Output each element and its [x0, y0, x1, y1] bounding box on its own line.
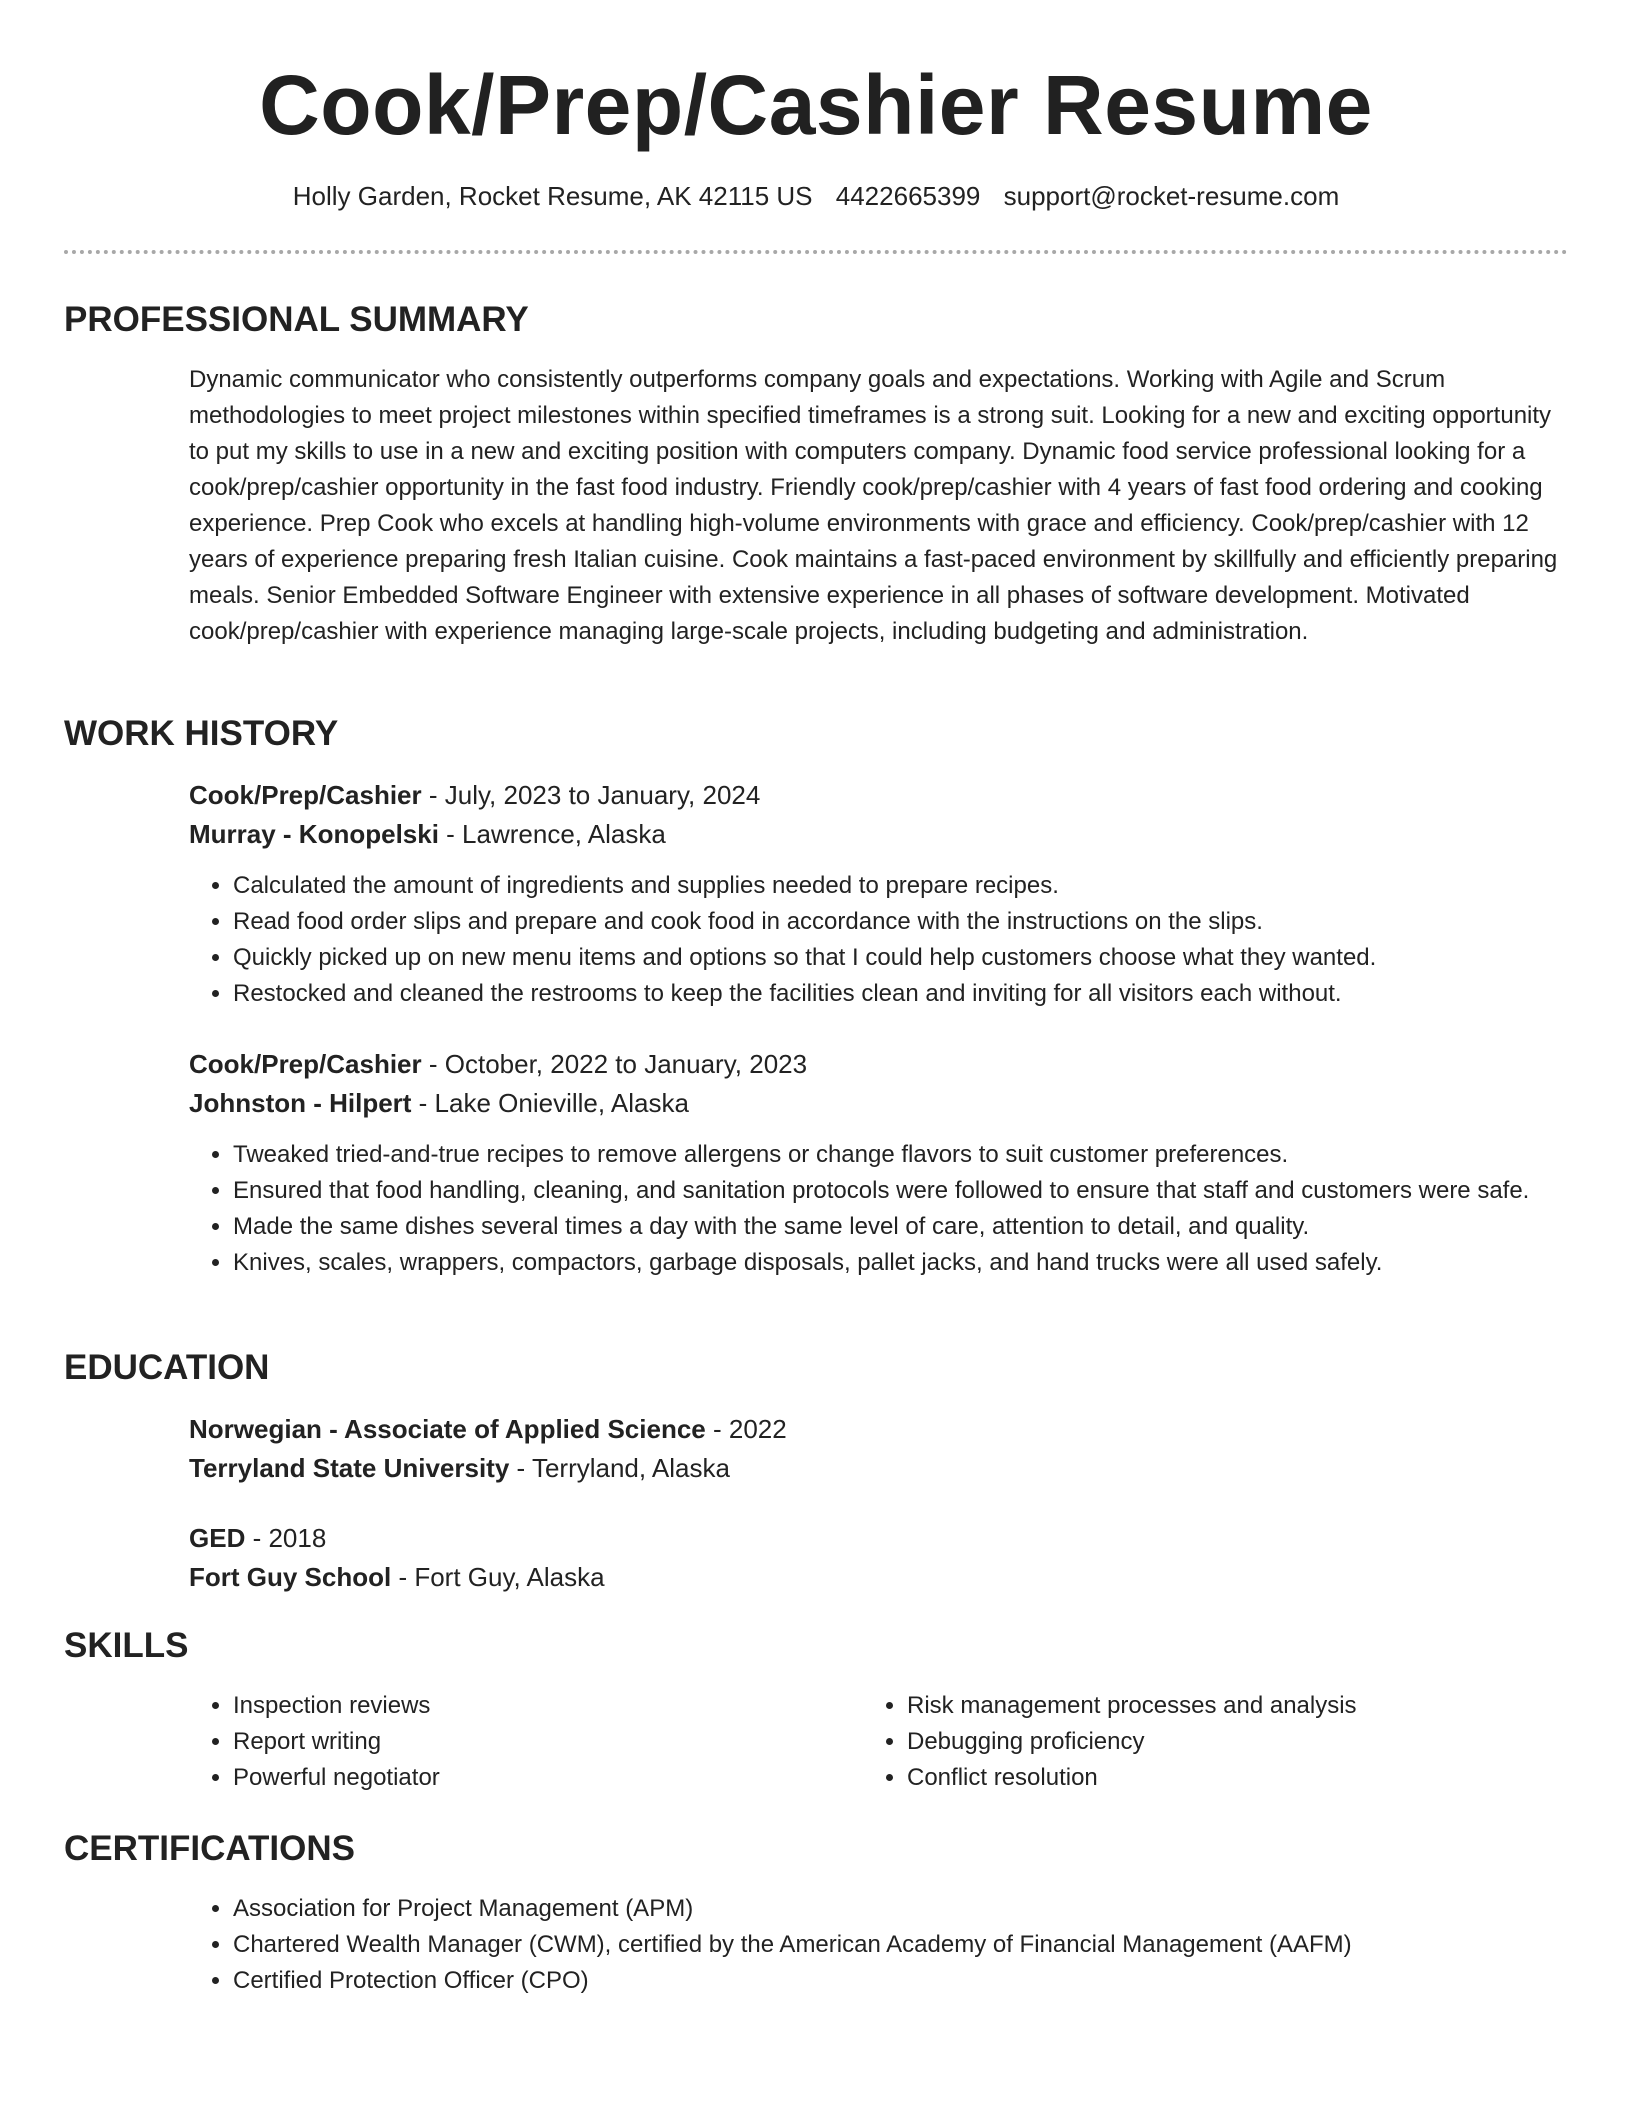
page-title: Cook/Prep/Cashier Resume [259, 58, 1373, 152]
section-title-certifications: CERTIFICATIONS [64, 1829, 356, 1868]
list-item: • Read food order slips and prepare and cook food in accordance with the instructions on the slips. [233, 904, 1569, 940]
list-item: • Calculated the amount of ingredients and supplies needed to prepare recipes. [233, 868, 1569, 904]
list-item: • Quickly picked up on new menu items and options so that I could help customers choose what they wanted. [233, 940, 1569, 976]
job-entry [189, 1045, 1569, 1281]
section-title-work: WORK HISTORY [64, 714, 339, 753]
education-degree: GED [189, 1523, 246, 1553]
list-item: • Chartered Wealth Manager (CWM), certified by the American Academy of Financial Management (AAFM) [233, 1927, 1569, 1963]
education-entry [189, 1519, 1569, 1597]
education-year: - 2022 [705, 1414, 787, 1444]
certifications-block [189, 1891, 1569, 1999]
section-title-skills: SKILLS [64, 1626, 189, 1665]
list-item: • Tweaked tried-and-true recipes to remove allergens or change flavors to suit customer preferences. [233, 1137, 1569, 1173]
job-bullets [189, 868, 1569, 1012]
skills-list [863, 1688, 1503, 1796]
education-entry [189, 1410, 1569, 1488]
job-title: Cook/Prep/Cashier [189, 1049, 422, 1079]
section-title-summary: PROFESSIONAL SUMMARY [64, 300, 529, 339]
list-item: • Certified Protection Officer (CPO) [233, 1963, 1569, 1999]
list-item: • Inspection reviews [233, 1688, 829, 1724]
job-entry [189, 776, 1569, 1012]
job-title: Cook/Prep/Cashier [189, 780, 422, 810]
job-dates: - July, 2023 to January, 2024 [421, 780, 761, 810]
job-title-line [189, 1045, 1569, 1084]
list-item: • Knives, scales, wrappers, compactors, garbage disposals, pallet jacks, and hand trucks were all used safely. [233, 1245, 1569, 1281]
contact-phone: 4422665399 [835, 181, 981, 211]
list-item: • Made the same dishes several times a day with the same level of care, attention to detail, and quality. [233, 1209, 1569, 1245]
list-item: • Restocked and cleaned the restrooms to keep the facilities clean and inviting for all visitors each without. [233, 976, 1569, 1012]
education-degree-line [189, 1410, 1569, 1449]
education-location: - Terryland, Alaska [509, 1453, 730, 1483]
job-dates: - October, 2022 to January, 2023 [421, 1049, 808, 1079]
skills-column-left [189, 1688, 829, 1796]
list-item: • Debugging proficiency [907, 1724, 1503, 1760]
skills-column-right [863, 1688, 1503, 1796]
contact-line [0, 178, 1632, 214]
list-item: • Powerful negotiator [233, 1760, 829, 1796]
summary-text: Dynamic communicator who consistently outperforms company goals and expectations. Working with Agile and Scrum methodologies to meet project milestones within specified timeframes is a strong suit. Looking for a new and exciting opportunity to put my skills to use in a new and exciting position with computers company. Dynamic food service professional looking for a cook/prep/cashier opportunity in the fast food industry. Friendly cook/prep/cashier with 4 years of fast food ordering and cooking experience. Prep Cook who excels at handling high-volume environments with grace and efficiency. Cook/prep/cashier with 12 years of experience preparing fresh Italian cuisine. Cook maintains a fast-paced environment by skillfully and efficiently preparing meals. Senior Embedded Software Engineer with extensive experience in all phases of software development. Motivated cook/prep/cashier with experience managing large-scale projects, including budgeting and administration. [189, 366, 1558, 645]
contact-email: support@rocket-resume.com [1003, 181, 1340, 211]
list-item: • Association for Project Management (APM) [233, 1891, 1569, 1927]
list-item: • Report writing [233, 1724, 829, 1760]
education-school: Fort Guy School [189, 1562, 392, 1592]
education-location: - Fort Guy, Alaska [391, 1562, 605, 1592]
job-company-line [189, 815, 1569, 854]
contact-address: Holly Garden, Rocket Resume, AK 42115 US [292, 181, 813, 211]
job-bullets [189, 1137, 1569, 1281]
certifications-list [189, 1891, 1569, 1999]
education-year: - 2018 [245, 1523, 327, 1553]
education-school-line [189, 1558, 1569, 1597]
job-title-line [189, 776, 1569, 815]
education-school: Terryland State University [189, 1453, 510, 1483]
list-item: • Risk management processes and analysis [907, 1688, 1503, 1724]
header-divider [64, 250, 1568, 254]
job-company-line [189, 1084, 1569, 1123]
section-title-education: EDUCATION [64, 1348, 270, 1387]
job-company: Murray - Konopelski [189, 819, 439, 849]
list-item: • Conflict resolution [907, 1760, 1503, 1796]
skills-list [189, 1688, 829, 1796]
education-degree: Norwegian - Associate of Applied Science [189, 1414, 706, 1444]
education-degree-line [189, 1519, 1569, 1558]
job-location: - Lake Onieville, Alaska [411, 1088, 689, 1118]
job-location: - Lawrence, Alaska [438, 819, 666, 849]
job-company: Johnston - Hilpert [189, 1088, 412, 1118]
education-school-line [189, 1449, 1569, 1488]
list-item: • Ensured that food handling, cleaning, and sanitation protocols were followed to ensure that staff and customers were safe. [233, 1173, 1569, 1209]
